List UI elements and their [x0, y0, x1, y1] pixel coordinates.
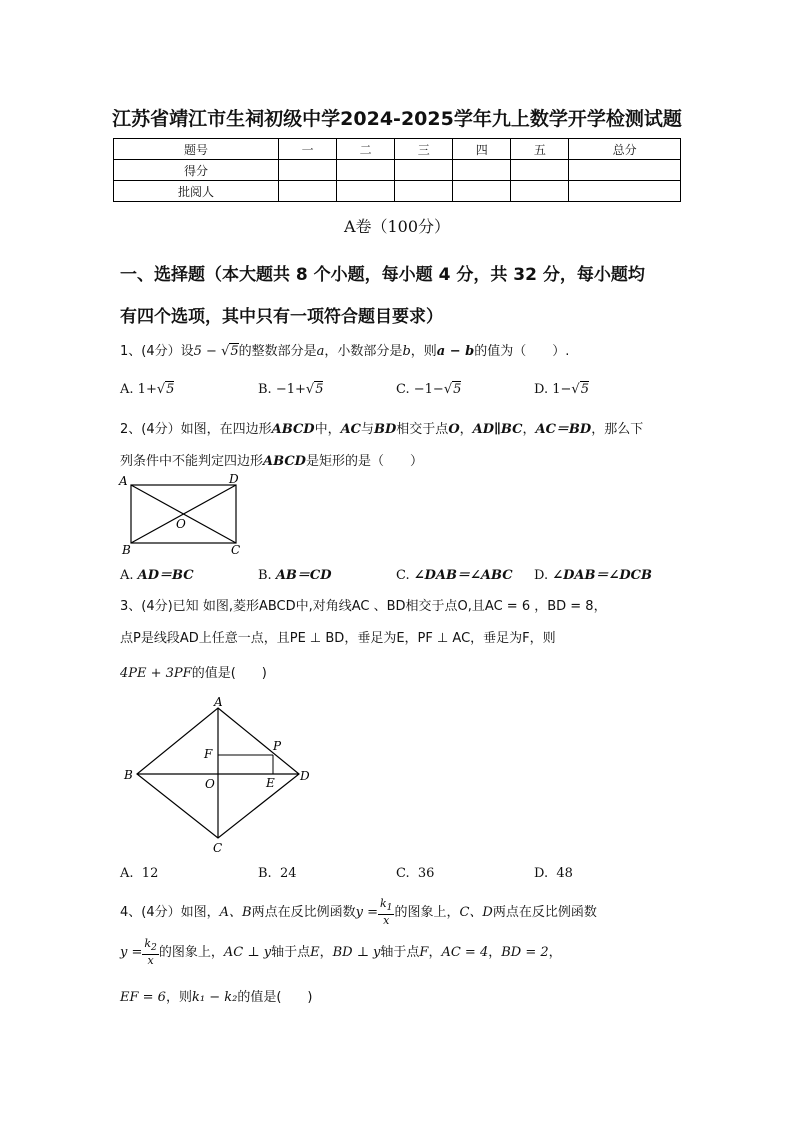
score-cell [453, 160, 511, 181]
q3-label-o: O [205, 777, 215, 791]
grader-cell [279, 181, 337, 202]
q2-text: 2、(4分）如图，在四边形 [120, 422, 272, 437]
grader-cell [337, 181, 395, 202]
q2-text: 与 [361, 422, 375, 437]
q3-option-c[interactable] [396, 866, 434, 881]
q2-label-b: B [122, 543, 131, 557]
q2-label-c: C [231, 543, 241, 557]
q3-text: 的值是( ) [191, 666, 267, 681]
fraction-denominator: x [383, 914, 390, 928]
q2-abcd: ABCD [263, 454, 306, 469]
score-header-cell: 总分 [569, 139, 681, 160]
q3-label-a: A [214, 696, 223, 709]
q4-text: 两点在反比例函数 [251, 905, 356, 921]
q4-text: ， [319, 945, 333, 961]
q3-option-b[interactable] [258, 866, 297, 881]
q1-text: ，则 [410, 344, 437, 359]
option-text: AB＝CD [275, 568, 332, 583]
q1-var-b: b [402, 344, 411, 359]
q1-expr-a-minus-b: a − b [436, 344, 475, 359]
question-4-line-3 [120, 986, 312, 1005]
fraction-numerator [142, 938, 159, 955]
q1-option-c[interactable]: C. −1−√5 [396, 382, 462, 397]
option-label: D. [534, 568, 549, 583]
q4-text: 4、(4分）如图， [120, 905, 220, 921]
q2-ac: AC [340, 422, 362, 437]
score-table [113, 138, 681, 202]
option-text: −1+ [275, 382, 306, 397]
part-heading-line-1: 一、选择题（本大题共 8 个小题，每小题 4 分，共 32 分，每小题均 [120, 265, 645, 285]
score-row [114, 160, 681, 181]
q2-text: 中， [314, 422, 341, 437]
option-text: 1− [552, 382, 572, 397]
q3-expr: 4PE + 3PF [120, 666, 192, 681]
score-header-cell: 二 [337, 139, 395, 160]
option-text: 36 [417, 866, 435, 881]
score-header-cell: 三 [395, 139, 453, 160]
q3-option-d[interactable] [534, 866, 573, 881]
part-heading-line-2: 有四个选项，其中只有一项符合题目要求） [120, 307, 443, 327]
part-heading [120, 254, 690, 338]
q2-rectangle-figure [115, 472, 255, 560]
option-text: 1+ [137, 382, 157, 397]
k-symbol: k [379, 897, 387, 910]
question-2-line-2 [120, 450, 423, 469]
q2-label-o: O [176, 517, 186, 531]
q2-text: 是矩形的是（ ） [305, 454, 423, 469]
q4-text: ， [428, 945, 442, 961]
q1-text: 的整数部分是 [238, 344, 317, 359]
q2-cond1: AD∥BC [472, 422, 523, 437]
option-label: B. [258, 568, 272, 583]
q4-points-cd: C、D [459, 905, 493, 921]
q2-text: ， [459, 422, 473, 437]
option-label: C. [396, 568, 410, 583]
q3-label-d: D [300, 769, 310, 783]
q4-k-difference: k₁ − k₂ [191, 990, 238, 1005]
q4-y: y = [120, 945, 143, 961]
q2-option-a[interactable] [120, 564, 194, 583]
q2-text: ， [522, 422, 536, 437]
q1-option-a[interactable]: A. 1+√5 [120, 382, 175, 397]
q2-cond2: AC＝BD [535, 422, 592, 437]
option-label: A. [120, 382, 134, 397]
q3-label-p: P [273, 739, 282, 753]
grader-cell [453, 181, 511, 202]
fraction-denominator: x [147, 954, 154, 968]
q2-text: 列条件中不能判定四边形 [120, 454, 264, 469]
score-header-cell: 五 [511, 139, 569, 160]
option-text: ∠DAB＝∠DCB [552, 568, 652, 583]
question-4-line-2 [120, 938, 562, 967]
q1-radicand: 5 [230, 344, 239, 359]
option-radicand: 5 [166, 382, 175, 397]
score-cell [395, 160, 453, 181]
option-label: C. [396, 866, 410, 881]
q4-text: 的值是( ) [237, 990, 313, 1005]
q4-point-e: E [310, 945, 320, 961]
q4-perp-ac: AC ⊥ y [223, 945, 272, 961]
q2-option-b[interactable] [258, 564, 332, 583]
q2-label-d: D [229, 472, 239, 486]
option-radicand: 5 [453, 382, 462, 397]
score-cell [337, 160, 395, 181]
option-label: D. [534, 382, 549, 397]
q4-text: 轴于点 [380, 945, 420, 961]
option-radicand: 5 [580, 382, 589, 397]
option-label: A. [120, 866, 134, 881]
q4-text: 的图象上， [394, 905, 460, 921]
score-table-header-row [114, 139, 681, 160]
score-header-cell: 四 [453, 139, 511, 160]
option-text: ∠DAB＝∠ABC [413, 568, 513, 583]
q4-fraction-k2 [142, 938, 159, 967]
q3-rhombus-figure [118, 696, 318, 856]
q1-prefix: 1、(4分）设 [120, 344, 194, 359]
exam-title: 江苏省靖江市生祠初级中学2024-2025学年九上数学开学检测试题 [112, 108, 682, 130]
k-symbol: k [144, 937, 152, 950]
q4-text: ， [548, 945, 562, 961]
question-3-line-2: 点P是线段AD上任意一点，且PE ⊥ BD，垂足为E，PF ⊥ AC，垂足为F，则 [120, 631, 556, 646]
fraction-numerator [378, 898, 395, 915]
q4-text: 轴于点 [271, 945, 311, 961]
question-2-line-1 [120, 418, 643, 437]
grader-cell [511, 181, 569, 202]
section-title: A卷（100分） [343, 217, 451, 236]
q1-text: 的值为（ ）. [474, 344, 570, 359]
score-row-label: 得分 [114, 160, 279, 181]
q2-text: 相交于点 [396, 422, 449, 437]
option-text: AD＝BC [137, 568, 194, 583]
option-label: C. [396, 382, 410, 397]
q2-bd: BD [374, 422, 397, 437]
option-text: 12 [141, 866, 159, 881]
question-3-line-1: 3、(4分)已知 如图,菱形ABCD中,对角线AC 、BD相交于点O,且AC = 6 ，BD = 8， [120, 599, 607, 614]
score-cell [569, 160, 681, 181]
score-header-cell: 题号 [114, 139, 279, 160]
question-1: 1、(4分）设5 − √5的整数部分是a，小数部分是b，则a − b的值为（ ）. [120, 344, 570, 359]
q1-text: ，小数部分是 [324, 344, 403, 359]
q3-option-a[interactable] [120, 866, 158, 881]
q4-text: ， [488, 945, 502, 961]
q2-text: ，那么下 [591, 422, 644, 437]
q2-abcd: ABCD [271, 422, 315, 437]
q4-ef-value: EF = 6 [120, 990, 166, 1005]
q3-label-e: E [266, 776, 275, 790]
q3-label-f: F [204, 747, 213, 761]
score-header-cell: 一 [279, 139, 337, 160]
q2-option-c[interactable] [396, 564, 513, 583]
q3-label-b: B [124, 768, 133, 782]
q1-expr: 5 − [193, 344, 222, 359]
grader-row-label: 批阅人 [114, 181, 279, 202]
option-label: D. [534, 866, 549, 881]
q1-option-d[interactable]: D. 1−√5 [534, 382, 589, 397]
q4-points-ab: A、B [219, 905, 252, 921]
q2-option-d[interactable] [534, 564, 652, 583]
q3-label-c: C [213, 841, 223, 855]
option-text: 48 [556, 866, 573, 881]
grader-row [114, 181, 681, 202]
k-subscript: 2 [151, 942, 157, 954]
score-cell [279, 160, 337, 181]
question-4-line-1 [120, 898, 597, 927]
option-text: −1− [413, 382, 444, 397]
q2-o: O [448, 422, 460, 437]
k-subscript: 1 [386, 902, 393, 914]
option-label: B. [258, 866, 272, 881]
q4-y: y = [355, 905, 378, 921]
q4-point-f: F [419, 945, 429, 961]
grader-cell [569, 181, 681, 202]
q1-var-a: a [316, 344, 325, 359]
q1-option-b[interactable]: B. −1+√5 [258, 382, 324, 397]
q4-bd-value: BD = 2 [501, 945, 549, 961]
score-cell [511, 160, 569, 181]
q4-fraction-k1 [378, 898, 395, 927]
option-radicand: 5 [315, 382, 324, 397]
q4-text: 的图象上， [158, 945, 224, 961]
grader-cell [395, 181, 453, 202]
q4-text: 两点在反比例函数 [492, 905, 597, 921]
question-3-line-3 [120, 662, 267, 681]
q4-text: ，则 [165, 990, 192, 1005]
q4-perp-bd: BD ⊥ y [332, 945, 381, 961]
q2-label-a: A [119, 474, 128, 488]
option-text: 24 [279, 866, 297, 881]
option-label: A. [120, 568, 134, 583]
q4-ac-value: AC = 4 [441, 945, 489, 961]
option-label: B. [258, 382, 272, 397]
